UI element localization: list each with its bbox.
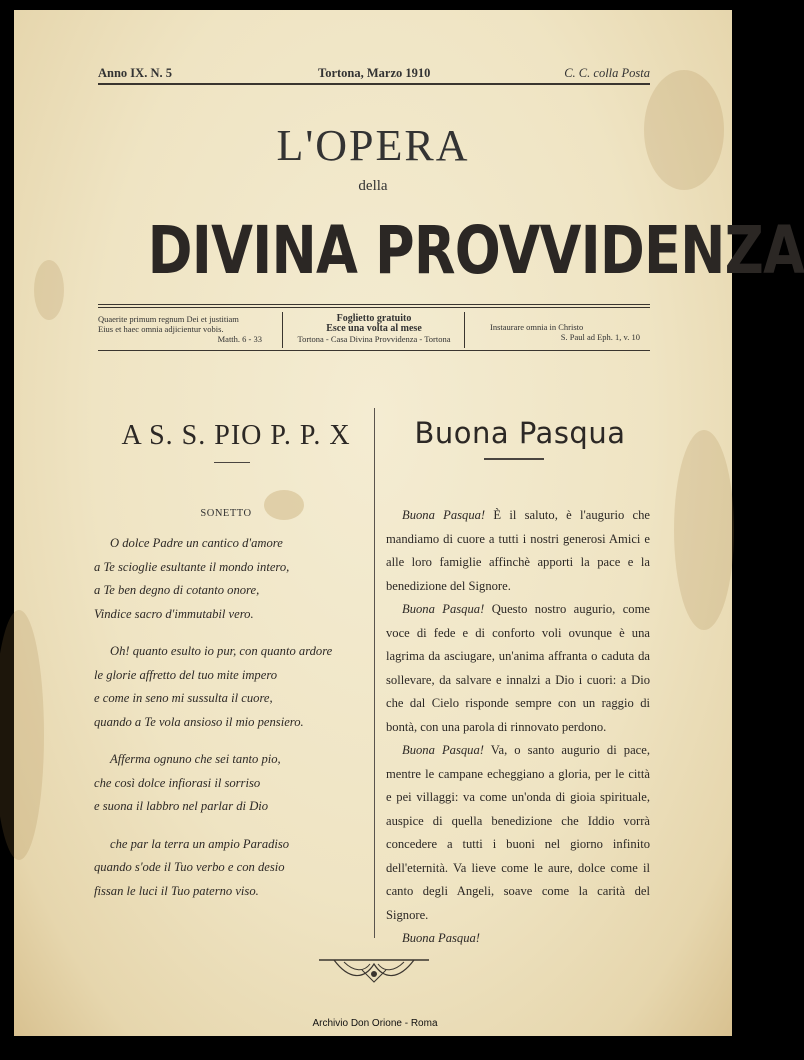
archive-credit: Archivio Don Orione - Roma — [312, 1018, 438, 1029]
subheader-right-quote: Instaurare omnia in Christo S. Paul ad Eph. 1, v. 10 — [490, 322, 640, 342]
subheader-rule-bottom — [98, 350, 650, 351]
sonnet — [94, 532, 374, 917]
newspaper-page — [14, 10, 804, 1036]
subheader-rule-top2 — [98, 307, 650, 308]
ornament-icon — [314, 950, 434, 984]
masthead-line2: della — [358, 178, 388, 194]
stanza-2: Oh! quanto esulto io pur, con quanto ardore le glorie affretto del tuo mite impero e come in seno mi sussulta il cuore, quando a Te vola ansioso il mio pensiero. — [94, 644, 333, 729]
sonetto-label: SONETTO — [200, 508, 252, 519]
masthead-line1: L'OPERA — [276, 121, 470, 170]
paragraph-1: Buona Pasqua! È il saluto, è l'augurio che mandiamo di cuore a tutti i nostri generosi Amici e alle loro famiglie affinchè apporti la pace e la benedizione del Signore. — [386, 508, 650, 593]
paragraph-2: Buona Pasqua! Questo nostro augurio, come voce di fede e di conforto voli ovunque è una lagrima da asciugare, un'anima affranta o caduta da sollevare, da salvare e innalzi a Dio i cuori: a Dio che dal Cielo risponde sempre con un raggio di bontà, con una parola di rinnovato perdono. — [386, 602, 650, 734]
place-date: Tortona, Marzo 1910 — [318, 66, 431, 80]
left-heading-rule — [214, 462, 250, 463]
paragraph-4: Buona Pasqua! — [402, 931, 481, 945]
postage-note: C. C. colla Posta — [564, 66, 650, 80]
subheader-divider-1 — [282, 312, 283, 348]
subheader-left-quote: Quaerite primum regnum Dei et justitiam Eius et haec omnia adjicientur vobis. Matth. 6 - 33 — [98, 314, 262, 344]
right-heading-rule — [484, 458, 544, 460]
masthead-title: DIVINA PROVVIDENZA — [147, 212, 804, 289]
right-column-heading: Buona Pasqua — [414, 416, 626, 450]
stanza-3: Afferma ognuno che sei tanto pio, che così dolce infiorasi il sorriso e suona il labbro nel parlar di Dio — [94, 752, 281, 813]
subheader-divider-2 — [464, 312, 465, 348]
stanza-1: O dolce Padre un cantico d'amore a Te scioglie esultante il mondo intero, a Te ben degno di cotanto onore, Vindice sacro d'immutabil vero. — [94, 536, 290, 621]
left-column-heading: A S. S. PIO P. P. X — [121, 420, 351, 451]
issue-number: Anno IX. N. 5 — [98, 66, 172, 80]
column-divider — [374, 408, 375, 938]
easter-article — [386, 504, 650, 951]
paragraph-3: Buona Pasqua! Va, o santo augurio di pace, mentre le campane echeggiano a gloria, per le città e pei villaggi: va come un'onda di gioia spirituale, auspice di quella benedizione che Iddio vorrà concedere a tutti i buoni nel giorno infinito dell'eternità. Va lieve come le aure, dolce come il canto degli Angeli, soave come la carità del Signore. — [386, 743, 650, 922]
header-rule — [98, 83, 650, 85]
subheader-middle: Foglietto gratuito Esce una volta al mese Tortona - Casa Divina Provvidenza - Tortona — [297, 313, 451, 344]
subheader-rule-top — [98, 304, 650, 305]
stanza-4: che par la terra un ampio Paradiso quando s'ode il Tuo verbo e con desio fissan le luci il Tuo paterno viso. — [94, 836, 290, 898]
